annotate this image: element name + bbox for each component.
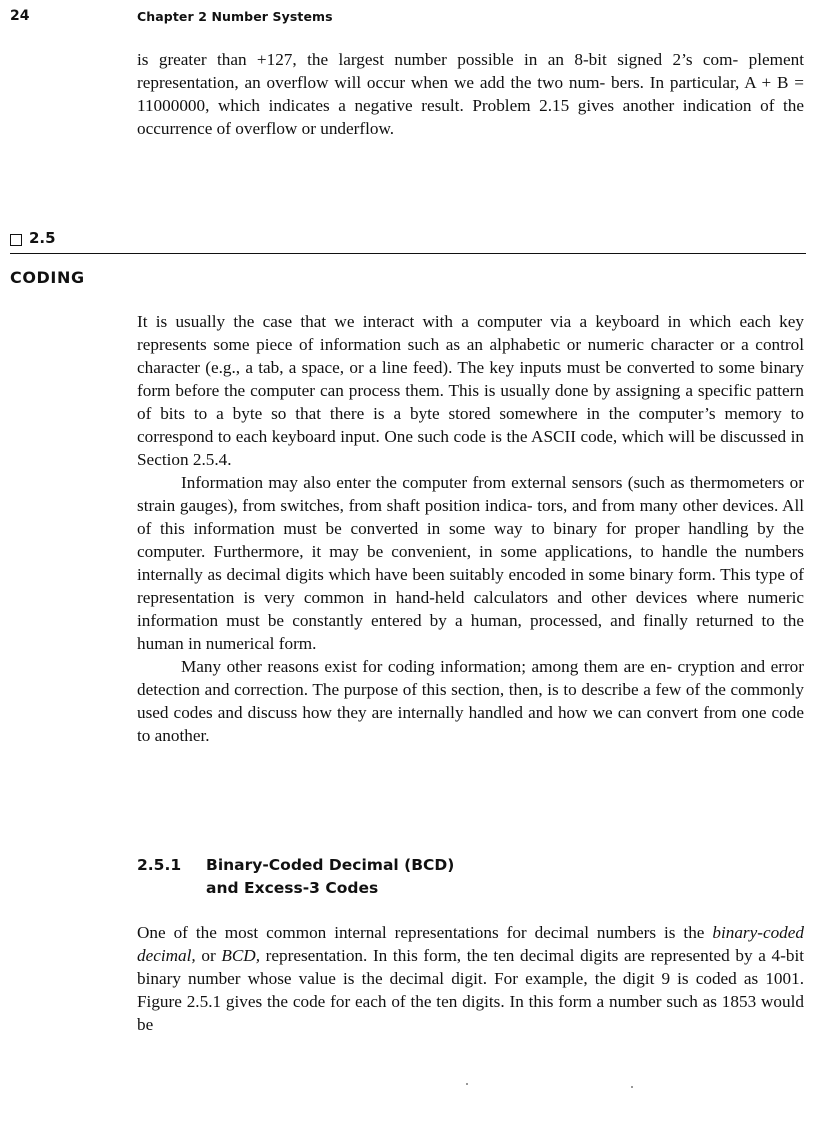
subsection-paragraph-part-2: or (195, 946, 222, 965)
scan-speck (466, 1083, 468, 1085)
section-title: CODING (10, 268, 85, 287)
page-number: 24 (10, 8, 30, 24)
section-divider (10, 253, 806, 254)
subsection-number: 2.5.1 (137, 856, 182, 874)
section-number: 2.5 (29, 229, 56, 247)
subsection-title (206, 854, 626, 900)
intro-paragraph: is greater than +127, the largest number possible in an 8-bit signed 2’s com- plement representation, an overflow will occur when we add the two num- bers. In particular, A + B = 11000000, which indicates a negative result. Problem 2.15 gives another indication of the occurrence of overflow or underflow. (137, 50, 804, 138)
subsection-title-line-1: Binary-Coded Decimal (BCD) (206, 856, 455, 874)
running-head (10, 8, 796, 28)
intro-paragraph-block (137, 48, 804, 140)
chapter-title: Chapter 2 Number Systems (137, 9, 333, 24)
term-bcd: BCD, (221, 946, 261, 965)
checkbox-icon (10, 234, 22, 246)
term-binary-coded-decimal: binary-coded decimal, (137, 923, 804, 965)
section-paragraph-1: It is usually the case that we interact with a computer via a keyboard in which each key represents some piece of information such as an alphabetic or numeric character or a control character (e.g., a tab, a space, or a line feed). The key inputs must be converted to some binary form before the computer can process them. This is usually done by assigning a specific pattern of bits to a byte so that there is a byte stored somewhere in the computer’s memory to correspond to each keyboard input. One such code is the ASCII code, which will be discussed in Section 2.5.4. (137, 312, 804, 469)
subsection-paragraph-part-3: representation. In this form, the ten decimal digits are represented by a 4-bit binary number whose value is the decimal digit. For example, the digit 9 is coded as 1001. Figure 2.5.1 gives the code for each of the ten digits. In this form a number such as 1853 would be (137, 946, 804, 1034)
section-paragraph-2: Information may also enter the computer from external sensors (such as thermometers or strain gauges), from switches, from shaft position indica- tors, and from many other devices. All of this information must be converted in some way to binary for proper handling by the computer. Furthermore, it may be convenient, in some applications, to handle the numbers internally as decimal digits which have been suitably encoded in some binary form. This type of representation is very common in hand-held calculators and other devices where numeric information must be constantly entered by a human, processed, and finally returned to the human in numerical form. (137, 473, 804, 653)
scan-speck (631, 1086, 633, 1088)
subsection-paragraph (137, 921, 804, 1036)
section-body (137, 310, 804, 747)
subsection-body (137, 921, 804, 1036)
section-paragraph-3: Many other reasons exist for coding information; among them are en- cryption and error detection and correction. The purpose of this section, then, is to describe a few of the commonly used codes and discuss how they are internally handled and how we can convert from one code to another. (137, 657, 804, 745)
subsection-paragraph-part-1: One of the most common internal representations for decimal numbers is the (137, 923, 713, 942)
subsection-title-line-2: and Excess-3 Codes (206, 879, 379, 897)
